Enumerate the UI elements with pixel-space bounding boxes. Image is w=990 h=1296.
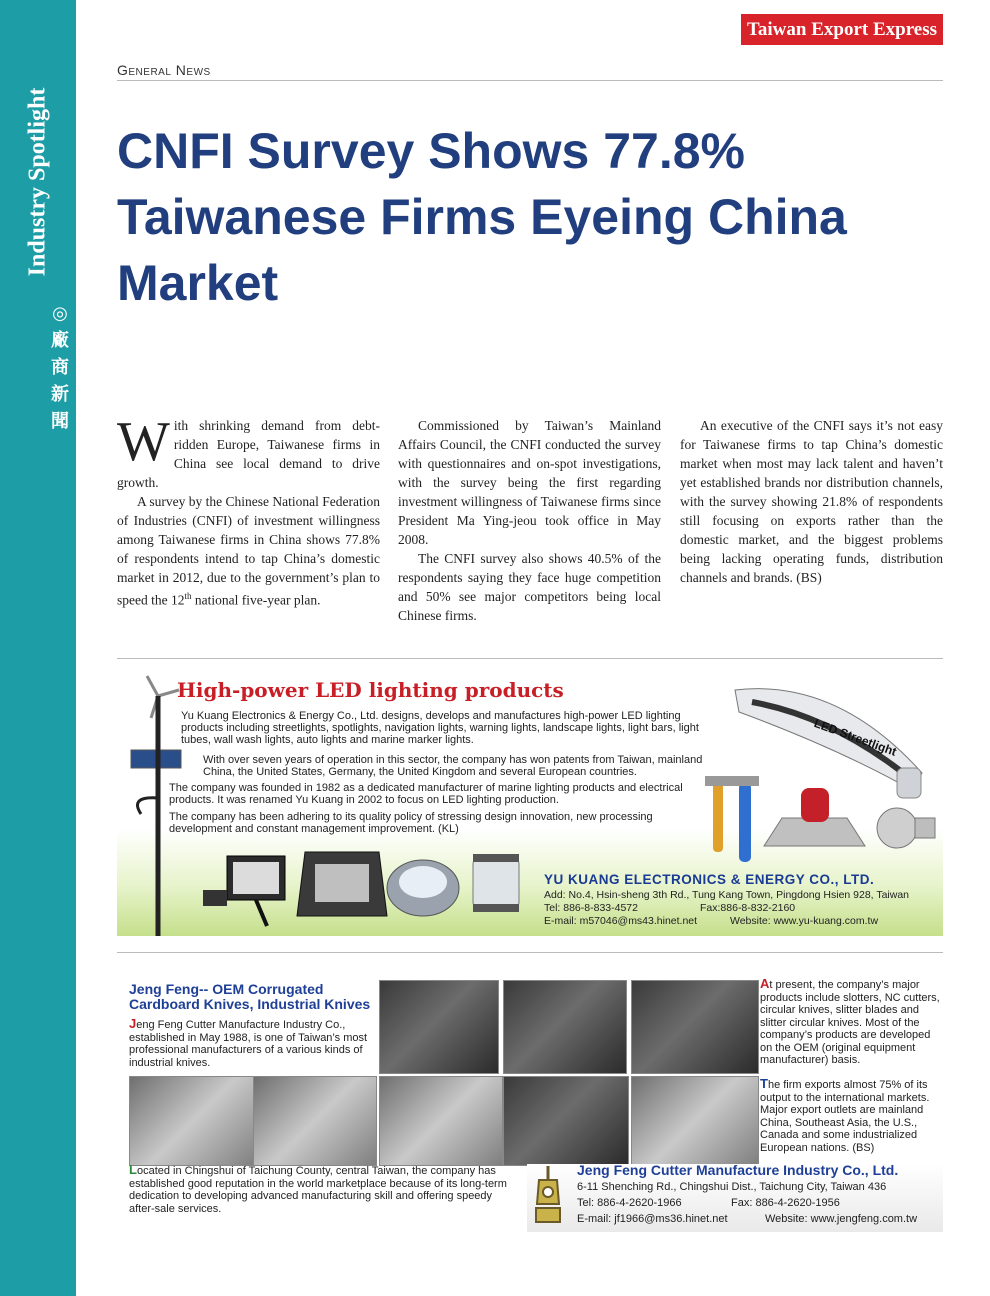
divider xyxy=(117,658,943,659)
circular-knife-photo xyxy=(503,980,627,1074)
wind-turbine-icon xyxy=(147,676,179,718)
sidebar-band xyxy=(0,0,76,1296)
spotlight-panel-icon xyxy=(297,852,387,916)
floodlight-icon xyxy=(203,856,285,926)
superscript: th xyxy=(184,591,192,601)
ad-paragraph xyxy=(760,978,940,1067)
paragraph xyxy=(117,492,380,610)
straight-blade-photo xyxy=(379,1076,503,1166)
page-title xyxy=(117,118,943,316)
circle-mark: ◎ xyxy=(52,303,68,324)
article-column-2 xyxy=(398,416,661,625)
company-fax: Fax:886-8-832-2160 xyxy=(700,902,796,914)
paragraph-text: national five-year plan. xyxy=(191,592,321,608)
knives-advertisement xyxy=(117,970,943,1232)
ground-light-icon xyxy=(387,860,459,916)
paragraph xyxy=(117,411,380,492)
lead-letter: L xyxy=(129,1162,137,1177)
navigation-light-icon xyxy=(473,854,519,912)
company-name: Jeng Feng Cutter Manufacture Industry Co., Ltd. xyxy=(577,1162,899,1178)
drop-cap: W xyxy=(117,411,170,473)
company-fax: Fax: 886-4-2620-1956 xyxy=(731,1197,840,1209)
divider xyxy=(117,952,943,953)
ad-paragraph xyxy=(129,1018,379,1069)
ad-title: Jeng Feng-- OEM Corrugated Cardboard Knives, Industrial Knives xyxy=(129,981,371,1012)
ad-paragraph xyxy=(129,1164,509,1215)
company-website: Website: www.yu-kuang.com.tw xyxy=(730,915,879,927)
chinese-char-4: 聞 xyxy=(51,411,69,432)
ad-paragraph: Yu Kuang Electronics & Energy Co., Ltd. designs, develops and manufactures high-power LED lighting products including streetlights, spotlights, navigation lights, warning lights, landscape lights, light bars, light tubes, wall wash lights, auto lights and marine marker lights. xyxy=(181,710,699,746)
lead-letter: T xyxy=(760,1076,768,1091)
chinese-char-2: 商 xyxy=(51,357,69,378)
ad-paragraph: With over seven years of operation in this sector, the company has won patents from Taiwan, mainland China, the United States, Germany, the United Kingdom and several European countries. xyxy=(203,754,703,778)
company-tel: Tel: 886-4-2620-1966 xyxy=(577,1197,682,1209)
slotter-photo xyxy=(129,1076,257,1166)
lead-letter: J xyxy=(129,1016,137,1031)
headline-line-2: Taiwanese Firms Eyeing China xyxy=(117,189,847,245)
headline-line-3: Market xyxy=(117,255,279,311)
streetlight-label: LED Streetlight xyxy=(812,716,899,759)
company-tel: Tel: 886-8-833-4572 xyxy=(544,902,638,914)
marine-marker-lights-icon xyxy=(705,776,759,862)
company-address: Add: No.4, Hsin-sheng 3th Rd., Tung Kang Town, Pingdong Hsien 928, Taiwan xyxy=(544,889,910,901)
paragraph-text: eng Feng Cutter Manufacture Industry Co., established in May 1988, is one of Taiwan’s most professional manufacturers of a various kinds of industrial knives. xyxy=(129,1019,368,1069)
paragraph: An executive of the CNFI says it’s not easy for Taiwanese firms to tap China’s domestic market when most may lack talent and haven’t yet established brands nor distribution channels, with the survey showing 21.8% of respondents still focusing on exports rather than the domestic market, and the biggest problems being lacking operating funds, distribution channels and brands. (BS) xyxy=(680,418,943,585)
company-email: E-mail: m57046@ms43.hinet.net xyxy=(544,915,698,927)
paragraph-text: t present, the company’s major products include slotters, NC cutters, circular knives, slitter blades and slitter circular knives. Most of the company’s products are developed on the OEM (original equipment manufacturer) basis. xyxy=(760,979,940,1066)
headline-line-1: CNFI Survey Shows 77.8% xyxy=(117,123,746,179)
sidebar-chinese-title xyxy=(47,300,73,435)
warning-light-icon xyxy=(764,788,865,846)
paragraph: Commissioned by Taiwan’s Mainland Affairs Council, the CNFI conducted the survey with questionnaires and on-spot investigations, with the survey being the first regarding investment willingness of Taiwanese firms since President Ma Ying-jeou took office in May 2008. xyxy=(398,418,661,547)
paragraph-text: ocated in Chingshui of Taichung County, central Taiwan, the company has established good reputation in the world marketplace because of its long-term dedication to developing advanced manufacturing skill and offering speedy after-sale services. xyxy=(129,1165,507,1215)
article-column-1 xyxy=(117,411,380,610)
paragraph-text: ith shrinking demand from debt-ridden Europe, Taiwanese firms in China see local demand to drive growth. xyxy=(117,418,380,490)
section-label: General News xyxy=(117,62,211,78)
company-website: Website: www.jengfeng.com.tw xyxy=(765,1213,918,1225)
company-email: E-mail: jf1966@ms36.hinet.net xyxy=(577,1213,728,1225)
company-name: YU KUANG ELECTRONICS & ENERGY CO., LTD. xyxy=(544,872,875,887)
ad-paragraph xyxy=(760,1078,940,1154)
ad-paragraph: The company has been adhering to its quality policy of stressing design innovation, new processing development and constant management improvement. (KL) xyxy=(169,811,653,835)
led-bulb-icon xyxy=(877,808,935,848)
led-advertisement xyxy=(117,668,943,936)
company-logo-icon xyxy=(533,1164,563,1228)
segment-knife-photo xyxy=(503,1076,629,1166)
chinese-char-1: 廠 xyxy=(51,330,69,351)
section-rule xyxy=(117,80,943,81)
masthead: Taiwan Export Express xyxy=(741,14,943,45)
serrated-knife-photo xyxy=(253,1076,377,1166)
paragraph-text: he firm exports almost 75% of its output to the international markets. Major export outlets are mainland China, Southeast Asia, the U.S., Canada and some industrialized European nations. (BS) xyxy=(760,1079,930,1154)
knife-photo xyxy=(379,980,499,1074)
paragraph: The CNFI survey also shows 40.5% of the respondents saying they face huge competition and 50% see major competitors being local Chinese firms. xyxy=(398,551,661,623)
paragraph-text: A survey by the Chinese National Federation of Industries (CNFI) of investment willingness among Taiwanese firms in China shows 77.8% of respondents intend to tap China’s domestic market in 2012, due to the government’s plan to speed the 12 xyxy=(117,494,380,608)
assorted-parts-photo xyxy=(631,1076,759,1166)
ad-paragraph: The company was founded in 1982 as a dedicated manufacturer of marine lighting products and electrical products. It was renamed Yu Kuang in 2002 to focus on LED lighting production. xyxy=(169,782,683,806)
lead-letter: A xyxy=(760,976,770,991)
article-column-3 xyxy=(680,416,943,587)
slitter-blade-photo xyxy=(631,980,759,1074)
ad-title: High-power LED lighting products xyxy=(177,678,564,702)
sidebar-title: Industry Spotlight xyxy=(24,87,51,277)
chinese-char-3: 新 xyxy=(51,384,69,405)
company-address: 6-11 Shenching Rd., Chingshui Dist., Taichung City, Taiwan 436 xyxy=(577,1181,887,1193)
